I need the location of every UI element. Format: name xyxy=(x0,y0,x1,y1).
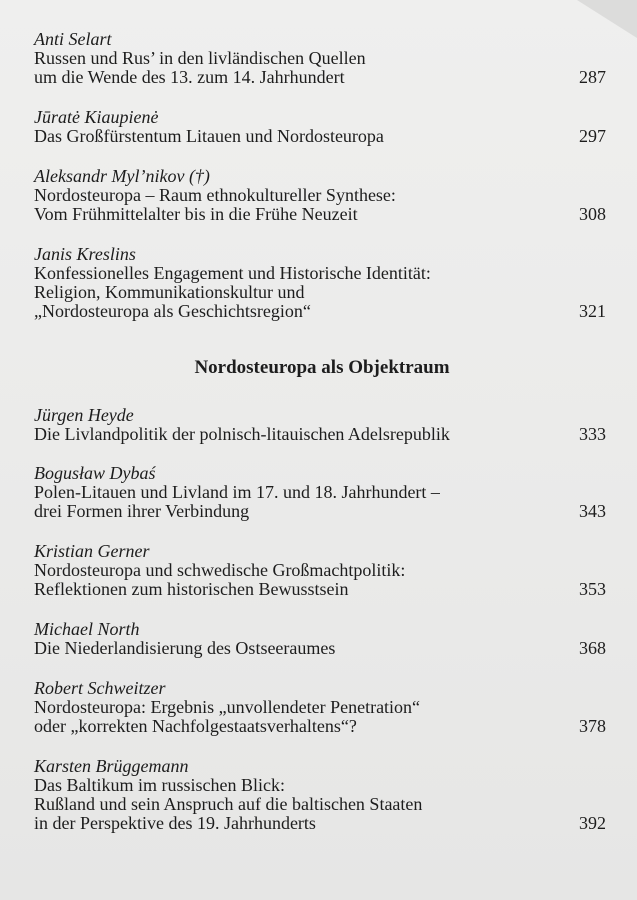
entry-author: Karsten Brüggemann xyxy=(34,756,189,776)
entry-page-number: 333 xyxy=(579,424,606,444)
table-of-contents xyxy=(34,30,606,833)
toc-entry xyxy=(34,620,606,658)
entry-title-line: Nordosteuropa: Ergebnis „unvollendeter Penetration“ xyxy=(34,697,421,717)
entry-title-line: Die Livlandpolitik der polnisch-litauischen Adelsrepublik xyxy=(34,424,450,444)
toc-entry xyxy=(34,108,606,146)
entry-title-line: „Nordosteuropa als Geschichtsregion“ xyxy=(34,301,311,321)
toc-entry xyxy=(34,757,606,833)
entry-title-line: Polen-Litauen und Livland im 17. und 18. Jahrhundert – xyxy=(34,482,440,502)
entry-title-line: Das Großfürstentum Litauen und Nordosteuropa xyxy=(34,126,384,146)
entry-author: Anti Selart xyxy=(34,29,112,49)
entry-author: Aleksandr Myl’nikov (†) xyxy=(34,166,210,186)
toc-entry xyxy=(34,406,606,444)
entry-author: Michael North xyxy=(34,619,140,639)
entry-author: Kristian Gerner xyxy=(34,541,150,561)
toc-entry xyxy=(34,167,606,224)
toc-entry xyxy=(34,30,606,87)
entry-title-line: Reflektionen zum historischen Bewusstsein xyxy=(34,579,349,599)
entry-title-line: Nordosteuropa – Raum ethnokultureller Synthese: xyxy=(34,185,396,205)
entry-page-number: 321 xyxy=(579,301,606,321)
entry-page-number: 297 xyxy=(579,126,606,146)
entry-author: Robert Schweitzer xyxy=(34,678,166,698)
toc-entry xyxy=(34,245,606,321)
entry-author: Jūratė Kiaupienė xyxy=(34,107,159,127)
entry-title-line: Vom Frühmittelalter bis in die Frühe Neuzeit xyxy=(34,204,358,224)
entry-author: Janis Kreslins xyxy=(34,244,136,264)
entry-title-line: Rußland und sein Anspruch auf die baltischen Staaten xyxy=(34,794,423,814)
entry-page-number: 287 xyxy=(579,67,606,87)
toc-entry xyxy=(34,679,606,736)
entry-title-line: drei Formen ihrer Verbindung xyxy=(34,501,250,521)
entry-page-number: 378 xyxy=(579,716,606,736)
entry-author: Jürgen Heyde xyxy=(34,405,134,425)
section-heading: Nordosteuropa als Objektraum xyxy=(194,357,450,378)
entry-title-line: Russen und Rus’ in den livländischen Quellen xyxy=(34,48,366,68)
entry-title-line: um die Wende des 13. zum 14. Jahrhundert xyxy=(34,67,345,87)
entry-title-line: Das Baltikum im russischen Blick: xyxy=(34,775,285,795)
toc-entry xyxy=(34,542,606,599)
entry-page-number: 308 xyxy=(579,204,606,224)
entry-title-line: Konfessionelles Engagement und Historische Identität: xyxy=(34,263,431,283)
entry-title-line: Religion, Kommunikationskultur und xyxy=(34,282,305,302)
entry-title-line: Die Niederlandisierung des Ostseeraumes xyxy=(34,638,336,658)
entry-title-line: in der Perspektive des 19. Jahrhunderts xyxy=(34,813,316,833)
entry-page-number: 368 xyxy=(579,638,606,658)
entry-page-number: 353 xyxy=(579,579,606,599)
entry-title-line: Nordosteuropa und schwedische Großmachtpolitik: xyxy=(34,560,406,580)
entry-author: Bogusław Dybaś xyxy=(34,463,156,483)
entry-title-line: oder „korrekten Nachfolgestaatsverhaltens“? xyxy=(34,716,357,736)
toc-entry xyxy=(34,464,606,521)
entry-page-number: 343 xyxy=(579,501,606,521)
entry-page-number: 392 xyxy=(579,813,606,833)
